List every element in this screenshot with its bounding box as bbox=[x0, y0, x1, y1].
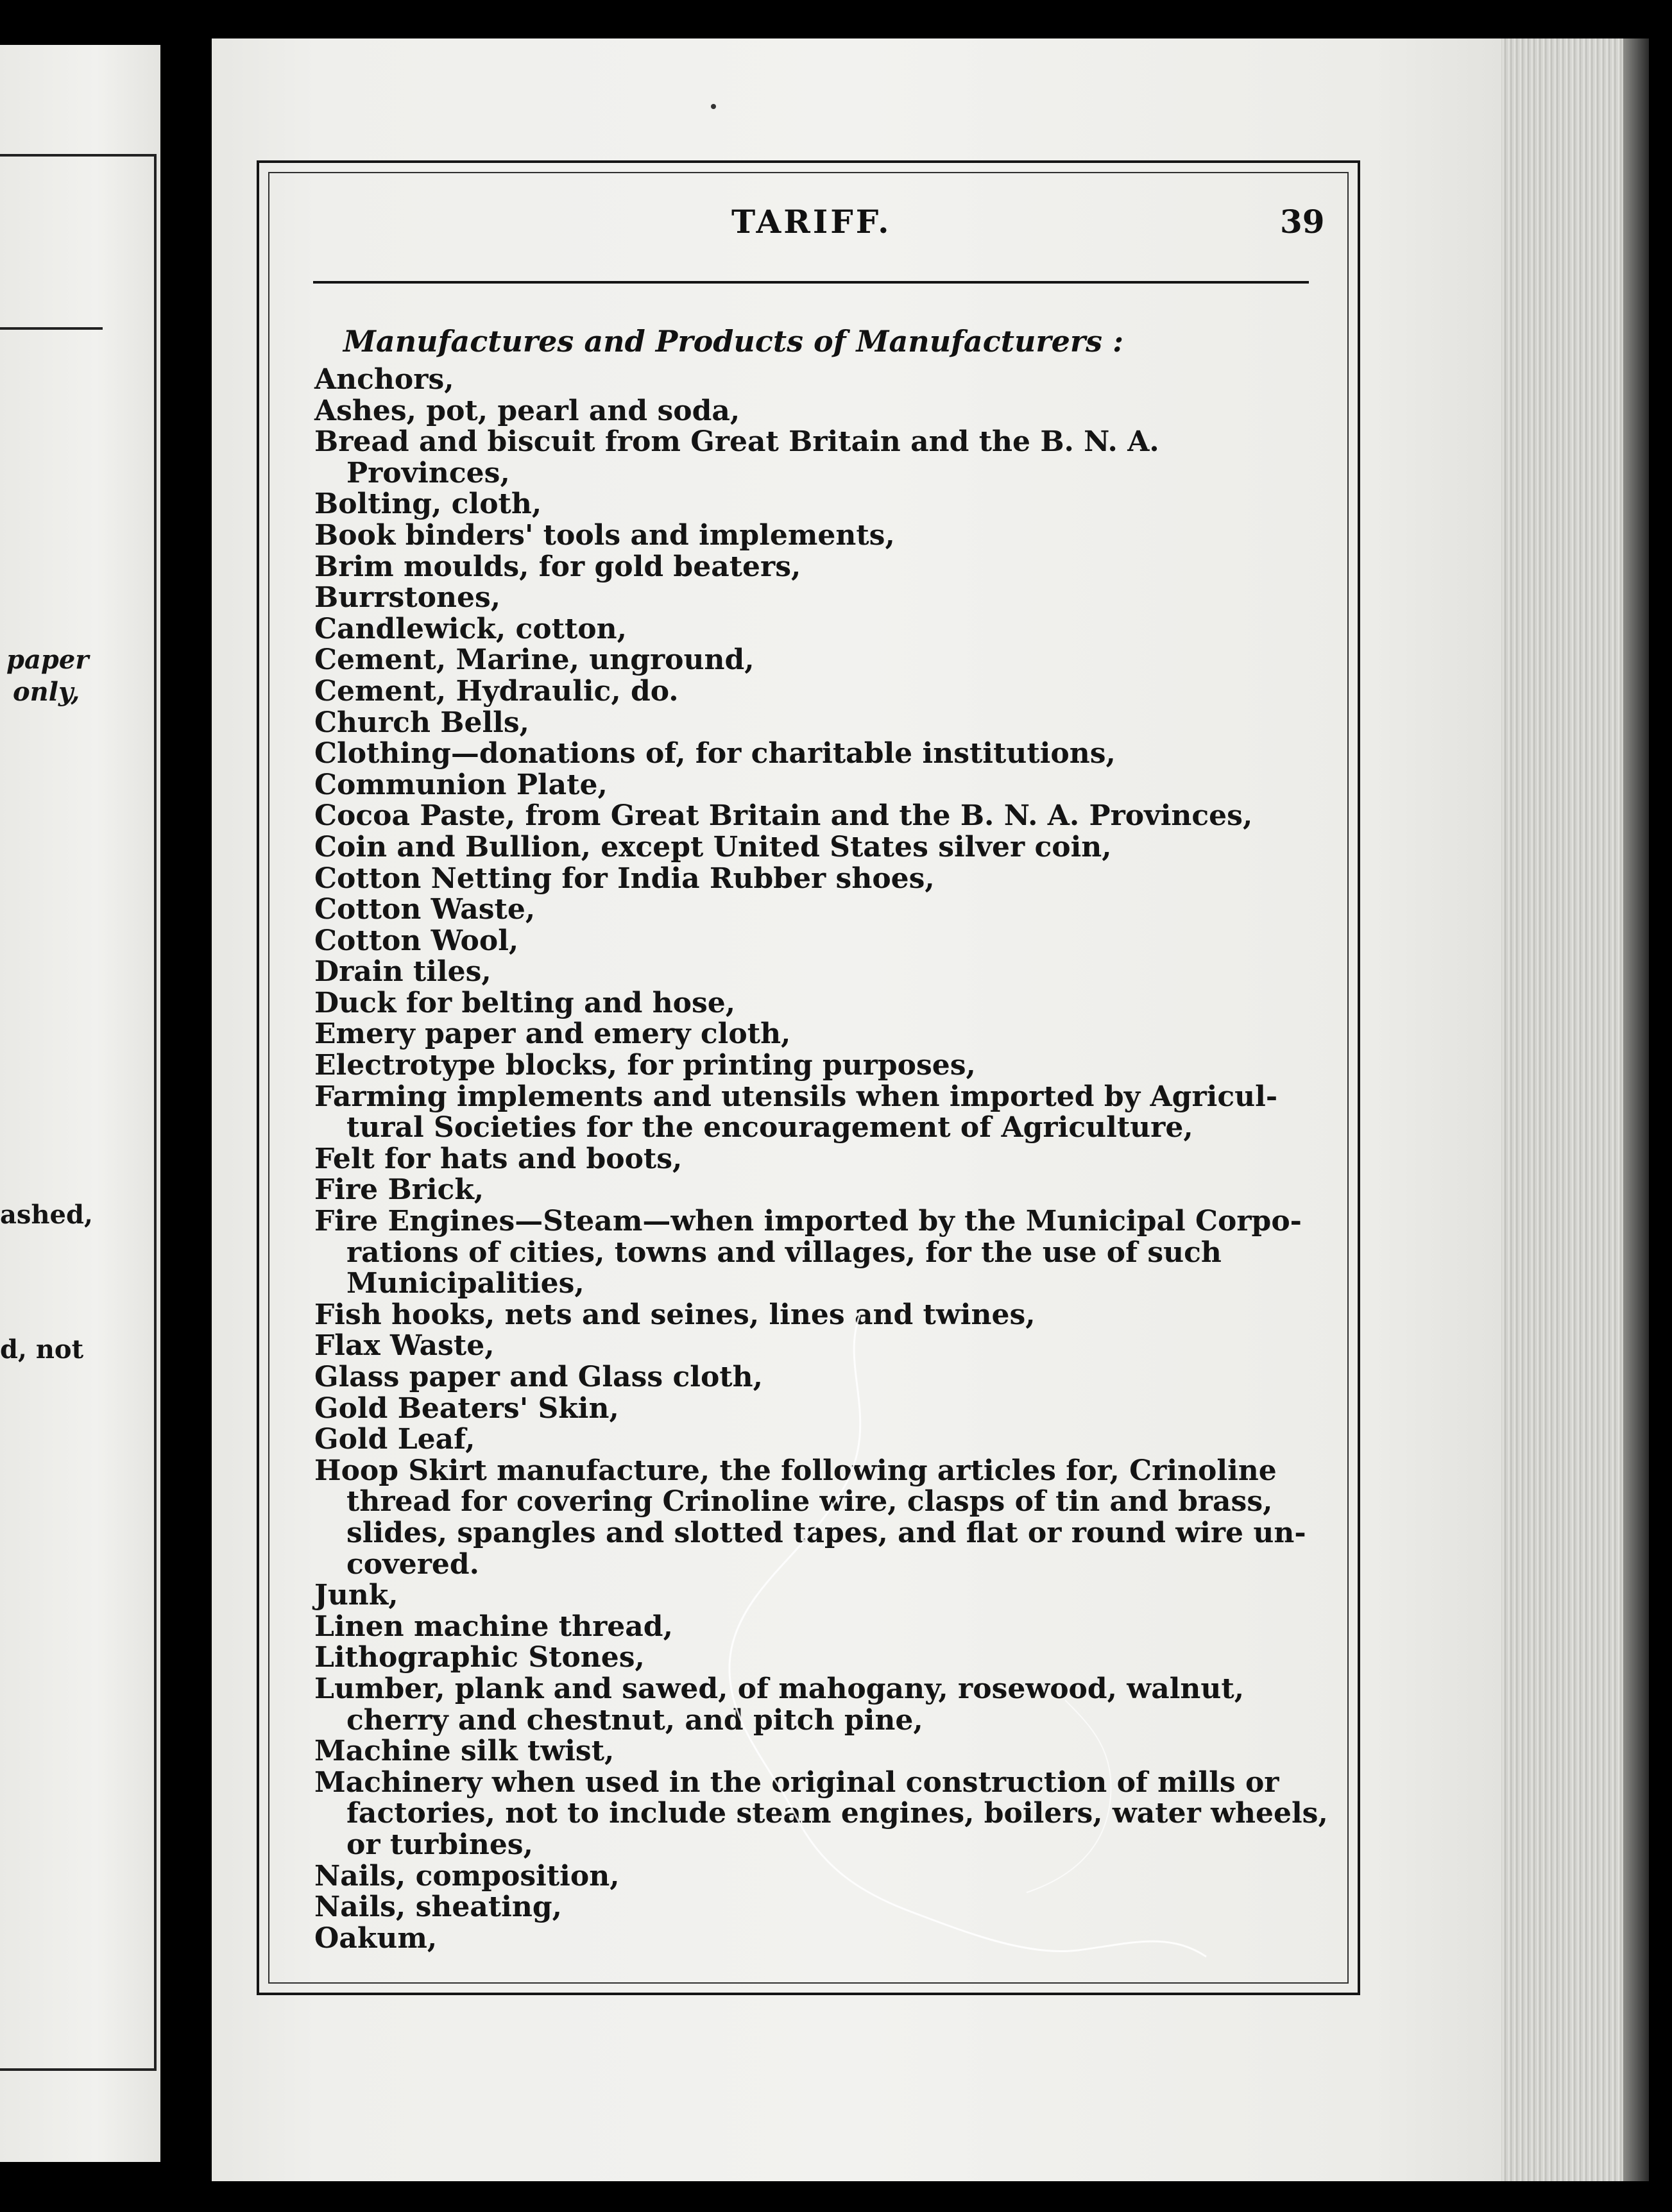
tariff-entry bbox=[314, 1642, 1322, 1674]
left-page-rule bbox=[0, 327, 103, 330]
tariff-entry-continuation: Provinces, bbox=[346, 456, 510, 489]
left-fragment-paper: paper bbox=[6, 645, 89, 675]
tariff-entry-text: Church Bells, bbox=[314, 706, 529, 739]
tariff-entry bbox=[314, 1050, 1322, 1082]
tariff-entry bbox=[314, 1082, 1322, 1144]
tariff-entry bbox=[314, 396, 1322, 427]
tariff-entry bbox=[314, 1612, 1322, 1643]
ink-speck bbox=[711, 104, 716, 109]
left-page-frame bbox=[0, 154, 157, 2071]
tariff-entry bbox=[314, 1861, 1322, 1893]
tariff-entry-text: Nails, sheating, bbox=[314, 1891, 562, 1924]
left-fragment-ashed: ashed, bbox=[0, 1200, 93, 1230]
page-number: 39 bbox=[1280, 203, 1325, 241]
tariff-entry-text: Anchors, bbox=[314, 363, 454, 396]
page-block-shadow bbox=[1623, 38, 1649, 2181]
tariff-entry-list bbox=[314, 363, 1328, 1955]
tariff-entry bbox=[314, 1765, 1328, 1861]
tariff-entry bbox=[314, 1674, 1322, 1736]
tariff-entry-text: Duck for belting and hose, bbox=[314, 986, 736, 1019]
tariff-entry-text: Linen machine thread, bbox=[314, 1610, 673, 1643]
tariff-entry-text: Cotton Wool, bbox=[314, 924, 519, 957]
tariff-entry bbox=[314, 708, 1322, 739]
tariff-entry bbox=[314, 645, 1322, 676]
tariff-entry-continuation: thread for covering Crinoline wire, clasps of tin and brass, bbox=[346, 1485, 1273, 1519]
tariff-entry-text: Electrotype blocks, for printing purposes, bbox=[314, 1049, 976, 1082]
tariff-entry-text: Cotton Waste, bbox=[314, 893, 536, 926]
tariff-entry-text: Bolting, cloth, bbox=[314, 488, 542, 521]
tariff-entry bbox=[314, 427, 1322, 489]
tariff-entry bbox=[314, 1580, 1322, 1612]
tariff-entry-text: Machine silk twist, bbox=[314, 1735, 615, 1768]
tariff-entry bbox=[314, 1331, 1322, 1362]
tariff-entry-continuation: tural Societies for the encouragement of Agriculture, bbox=[346, 1111, 1193, 1144]
tariff-entry-text: Drain tiles, bbox=[314, 955, 491, 989]
tariff-entry-text: Gold Leaf, bbox=[314, 1423, 475, 1456]
left-fragment-d-not: d, not bbox=[0, 1334, 84, 1365]
tariff-entry bbox=[314, 1892, 1322, 1923]
tariff-entry bbox=[314, 1175, 1322, 1206]
tariff-entry-text: Oakum, bbox=[314, 1921, 438, 1955]
tariff-entry bbox=[314, 1393, 1322, 1425]
tariff-entry bbox=[314, 738, 1322, 770]
tariff-entry-text: Fish hooks, nets and seines, lines and twines, bbox=[314, 1298, 1036, 1331]
tariff-entry-text: Clothing—donations of, for charitable institutions, bbox=[314, 737, 1116, 770]
tariff-entry-text: Emery paper and emery cloth, bbox=[314, 1017, 791, 1051]
tariff-entry-text: Cement, Hydraulic, do. bbox=[314, 674, 679, 708]
tariff-entry-text: Communion Plate, bbox=[314, 768, 608, 801]
tariff-entry bbox=[314, 1362, 1322, 1393]
left-fragment-only: only, bbox=[13, 677, 80, 707]
tariff-entry-text: Junk, bbox=[314, 1579, 398, 1612]
tariff-entry bbox=[314, 583, 1322, 614]
tariff-entry-text: Glass paper and Glass cloth, bbox=[314, 1361, 763, 1393]
tariff-entry bbox=[314, 1206, 1322, 1300]
tariff-entry bbox=[314, 1736, 1322, 1767]
tariff-entry-continuation: rations of cities, towns and villages, for the use of such bbox=[346, 1236, 1222, 1269]
tariff-entry-text: Hoop Skirt manufacture, the following articles for, Crinoline bbox=[314, 1454, 1277, 1487]
tariff-entry bbox=[314, 832, 1322, 864]
tariff-entry bbox=[314, 770, 1322, 801]
tariff-entry bbox=[314, 1424, 1322, 1456]
tariff-entry-text: Flax Waste, bbox=[314, 1329, 495, 1363]
section-heading: Manufactures and Products of Manufacturers : bbox=[343, 324, 1124, 359]
tariff-entry bbox=[314, 801, 1322, 832]
tariff-entry-text: Book binders' tools and implements, bbox=[314, 518, 895, 552]
tariff-entry bbox=[314, 520, 1322, 552]
tariff-entry-text: Coin and Bullion, except United States silver coin, bbox=[314, 830, 1112, 864]
tariff-entry-text: Farming implements and utensils when imported by Agricul- bbox=[314, 1080, 1278, 1113]
tariff-entry bbox=[314, 1923, 1322, 1955]
tariff-entry-text: Candlewick, cotton, bbox=[314, 612, 627, 645]
tariff-entry-continuation: covered. bbox=[346, 1547, 479, 1581]
tariff-entry-continuation: slides, spangles and slotted tapes, and flat or round wire un- bbox=[346, 1516, 1306, 1549]
tariff-entry bbox=[314, 614, 1322, 645]
tariff-entry-continuation: factories, not to include steam engines, boilers, water wheels, bbox=[346, 1797, 1328, 1830]
tariff-entry bbox=[314, 926, 1322, 957]
left-facing-page bbox=[0, 45, 160, 2162]
tariff-entry bbox=[314, 864, 1322, 895]
tariff-entry-continuation: or turbines, bbox=[346, 1828, 533, 1861]
tariff-entry-text: Brim moulds, for gold beaters, bbox=[314, 550, 801, 583]
tariff-entry bbox=[314, 676, 1322, 708]
tariff-entry bbox=[314, 489, 1322, 520]
tariff-entry-text: Felt for hats and boots, bbox=[314, 1142, 683, 1175]
tariff-entry bbox=[314, 1144, 1322, 1175]
tariff-entry-continuation: cherry and chestnut, and pitch pine, bbox=[346, 1703, 923, 1737]
page-block-edges bbox=[1501, 38, 1623, 2181]
tariff-entry-text: Gold Beaters' Skin, bbox=[314, 1391, 619, 1425]
tariff-entry bbox=[314, 894, 1322, 926]
tariff-entry-text: Fire Brick, bbox=[314, 1173, 484, 1207]
tariff-entry-continuation: Municipalities, bbox=[346, 1267, 584, 1300]
running-head-title: TARIFF. bbox=[731, 203, 892, 241]
tariff-entry-text: Lumber, plank and sawed, of mahogany, rosewood, walnut, bbox=[314, 1672, 1245, 1705]
tariff-entry-text: Burrstones, bbox=[314, 581, 501, 615]
tariff-entry bbox=[314, 364, 1322, 396]
tariff-entry-text: Machinery when used in the original construction of mills or bbox=[314, 1765, 1279, 1799]
tariff-entry-text: Cotton Netting for India Rubber shoes, bbox=[314, 862, 935, 895]
tariff-entry-text: Nails, composition, bbox=[314, 1859, 620, 1893]
tariff-entry bbox=[314, 988, 1322, 1019]
tariff-entry-text: Cocoa Paste, from Great Britain and the B. N. A. Provinces, bbox=[314, 799, 1253, 833]
tariff-entry-text: Bread and biscuit from Great Britain and the B. N. A. bbox=[314, 425, 1159, 459]
tariff-entry bbox=[314, 1456, 1322, 1580]
tariff-entry-text: Ashes, pot, pearl and soda, bbox=[314, 394, 740, 427]
tariff-entry-text: Fire Engines—Steam—when imported by the Municipal Corpo- bbox=[314, 1205, 1302, 1238]
tariff-entry-text: Lithographic Stones, bbox=[314, 1641, 645, 1674]
tariff-entry bbox=[314, 1300, 1322, 1331]
tariff-entry bbox=[314, 957, 1322, 988]
header-rule bbox=[313, 281, 1309, 284]
tariff-entry bbox=[314, 552, 1322, 583]
tariff-entry-text: Cement, Marine, unground, bbox=[314, 643, 755, 677]
tariff-entry bbox=[314, 1019, 1322, 1050]
